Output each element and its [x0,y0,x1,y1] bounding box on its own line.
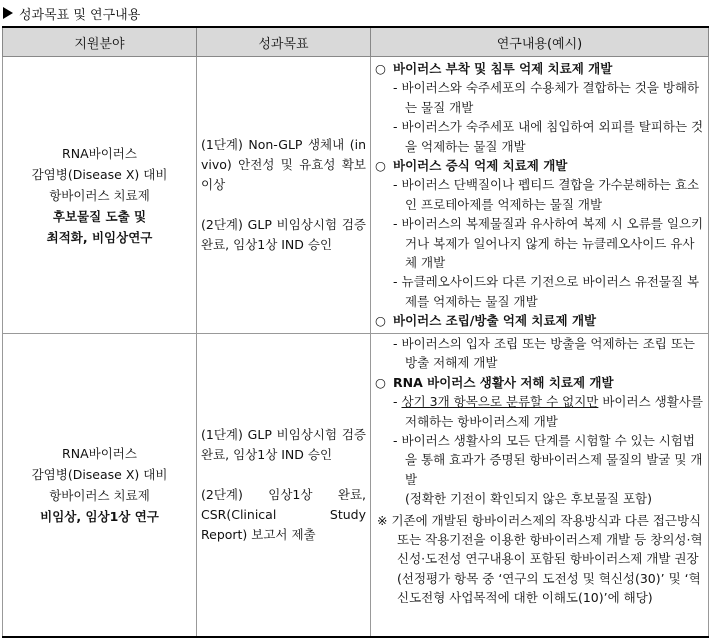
content-section-1: ○ 바이러스 부착 및 침투 억제 치료제 개발 [375,61,613,76]
list-item: - 상기 3개 항목으로 분류할 수 없지만 바이러스 생활사를 저해하는 항바이러스제 개발 [393,394,703,429]
row2-goal-stage2: (2단계) 임상1상 완료, CSR(Clinical Study Report) 보고서 제출 [201,486,366,542]
list-item: - 바이러스의 입자 조립 또는 방출을 억제하는 조립 또는 방출 저해제 개발 [393,336,695,371]
list-item: - 뉴클레오사이드와 다른 기전으로 바이러스 유전물질 복제를 억제하는 물질 개발 [393,274,700,309]
row1-goal-cell [197,57,371,334]
row1-content-cell [371,57,709,334]
row2-field-line3: 항바이러스 치료제 [49,487,150,503]
row2-field-bold1: 비임상, 임상1상 연구 [40,508,159,524]
content-section-2: ○ 바이러스 증식 억제 치료제 개발 [375,158,568,174]
section-heading-text: 성과목표 및 연구내용 [19,7,141,23]
row2-field-line2: 감염병(Disease X) 대비 [31,466,168,482]
header-goal: 성과목표 [197,27,371,57]
content-section-4: ○ RNA 바이러스 생활사 저해 치료제 개발 [375,374,614,390]
note-sub: (선정평가 항목 중 ‘연구의 도전성 및 혁신성(30)’ 및 ‘혁신도전형 사업목적에 대한 이해도(10)’에 해당) [397,570,701,606]
list-item: - 바이러스가 숙주세포 내에 침입하여 외피를 탈피하는 것을 억제하는 물질 개발 [393,119,704,154]
row1-field-line3: 항바이러스 치료제 [49,187,150,203]
section-heading [3,3,140,23]
row2-field-line1: RNA바이러스 [62,445,137,461]
list-item: - 바이러스와 숙주세포의 수용체가 결합하는 것을 방해하는 물질 개발 [393,80,700,115]
triangle-bullet-icon [3,7,13,19]
header-field: 지원분야 [3,27,197,57]
content-section-3: ○ 바이러스 조립/방출 억제 치료제 개발 [375,313,597,329]
table-row-2 [3,334,709,637]
row1-goal-stage1: (1단계) Non-GLP 생체내 (in vivo) 안전성 및 유효성 확보 이상 [201,137,366,192]
table-row-1 [3,57,709,334]
list-item-note: (정확한 기전이 확인되지 않은 후보물질 포함) [405,491,652,507]
research-table [2,26,709,638]
row2-content-cell [371,334,709,637]
row1-field-bold1: 후보물질 도출 및 [52,208,147,224]
row1-field-cell [3,57,197,334]
note-paragraph: ※ 기존에 개발된 항바이러스제의 작용방식과 다른 접근방식 또는 작용기전을 이용한 항바이러스제 개발 등 창의성·혁신성·도전성 연구내용이 포함된 항바이러스제 개발 권장 (선정평가 항목 중 ‘연구의 도전성 및 혁신성(30)’ 및 ‘혁신도전형 사업목적에 대한 이해도(10)’에 해당) [377,512,703,606]
row2-field-cell [3,334,197,637]
list-item: - 바이러스 생활사의 모든 단계를 시험할 수 있는 시험법을 통해 효과가 증명된 항바이러스제 물질의 발굴 및 개발 (정확한 기전이 확인되지 않은 후보물질 포함) [393,433,703,507]
row1-goal-stage2: (2단계) GLP 비임상시험 검증 완료, 임상1상 IND 승인 [201,217,366,252]
row1-field-line2: 감염병(Disease X) 대비 [31,166,168,182]
list-item: - 바이러스 단백질이나 펩티드 결합을 가수분해하는 효소인 프로테아제를 억제하는 물질 개발 [393,177,700,212]
list-item: - 바이러스의 복제물질과 유사하여 복제 시 오류를 일으키거나 복제가 일어나지 않게 하는 뉴클레오사이드 유사체 개발 [393,216,704,271]
table-header-row [3,27,709,57]
header-content: 연구내용(예시) [371,27,709,57]
row2-goal-stage1: (1단계) GLP 비임상시험 검증 완료, 임상1상 IND 승인 [201,426,366,462]
row2-goal-cell [197,334,371,637]
row1-field-line1: RNA바이러스 [62,145,137,161]
row1-field-bold2: 최적화, 비임상연구 [46,229,153,245]
